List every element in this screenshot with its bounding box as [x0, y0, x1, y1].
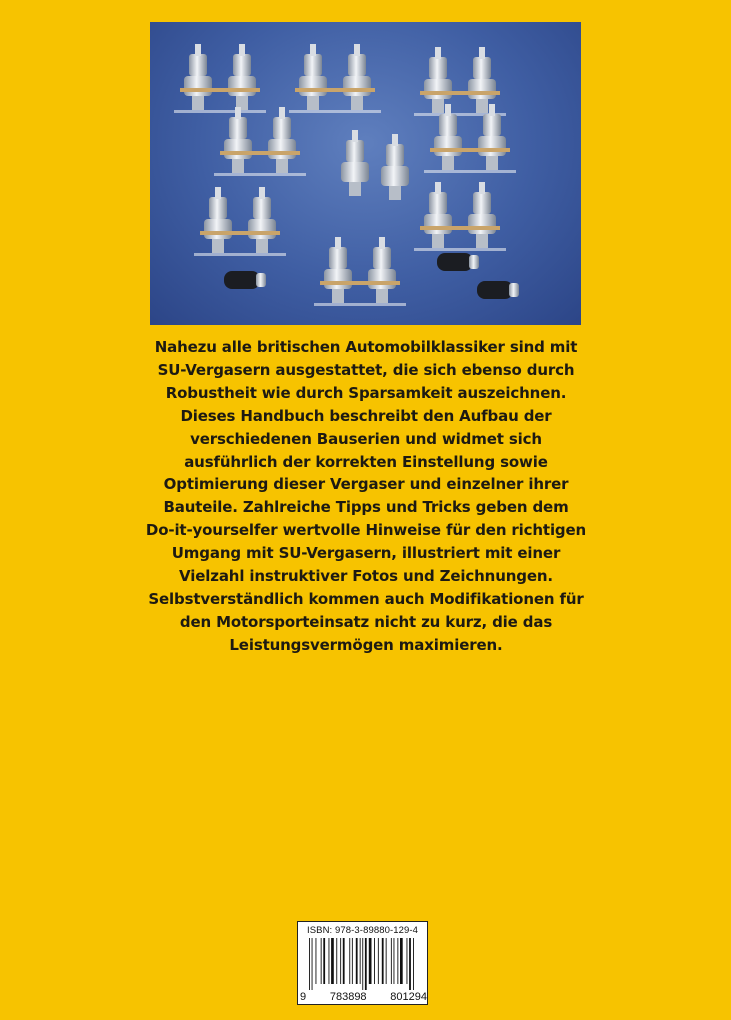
blurb-line: Leistungsvermögen maximieren.	[229, 635, 503, 654]
blurb-line: Optimierung dieser Vergaser und einzelner ihrer	[163, 475, 569, 494]
barcode-digits	[300, 991, 427, 1003]
cover-blurb	[130, 336, 602, 657]
barcode-digit-group: 801294	[390, 991, 427, 1003]
barcode-digit-group: 783898	[329, 991, 367, 1003]
blurb-line: Bauteile. Zahlreiche Tipps und Tricks geben dem	[163, 498, 569, 517]
isbn-label: ISBN: 978-3-89880-129-4	[306, 925, 419, 936]
blurb-line: Vielzahl instruktiver Fotos und Zeichnungen.	[179, 567, 553, 586]
blurb-line: ausführlich der korrekten Einstellung sowie	[184, 452, 548, 471]
barcode-bars-icon	[309, 938, 421, 990]
blurb-line: Umgang mit SU-Vergasern, illustriert mit einer	[171, 544, 561, 563]
blurb-line: verschiedenen Bauserien und widmet sich	[190, 429, 542, 448]
blurb-line: den Motorsporteinsatz nicht zu kurz, die das	[179, 612, 553, 631]
barcode-digit-group: 9	[300, 991, 307, 1003]
blurb-line: Nahezu alle britischen Automobilklassiker sind mit	[154, 338, 578, 356]
blurb-line: Selbstverständlich kommen auch Modifikationen für	[148, 589, 584, 608]
blurb-line: Do-it-yourselfer wertvolle Hinweise für den richtigen	[145, 521, 587, 540]
isbn-barcode	[297, 921, 428, 1005]
carburettor-photo	[150, 22, 581, 325]
blurb-line: SU-Vergasern ausgestattet, die sich ebenso durch	[157, 360, 575, 379]
blurb-line: Dieses Handbuch beschreibt den Aufbau der	[180, 406, 552, 425]
blurb-line: Robustheit wie durch Sparsamkeit auszeichnen.	[165, 383, 567, 402]
